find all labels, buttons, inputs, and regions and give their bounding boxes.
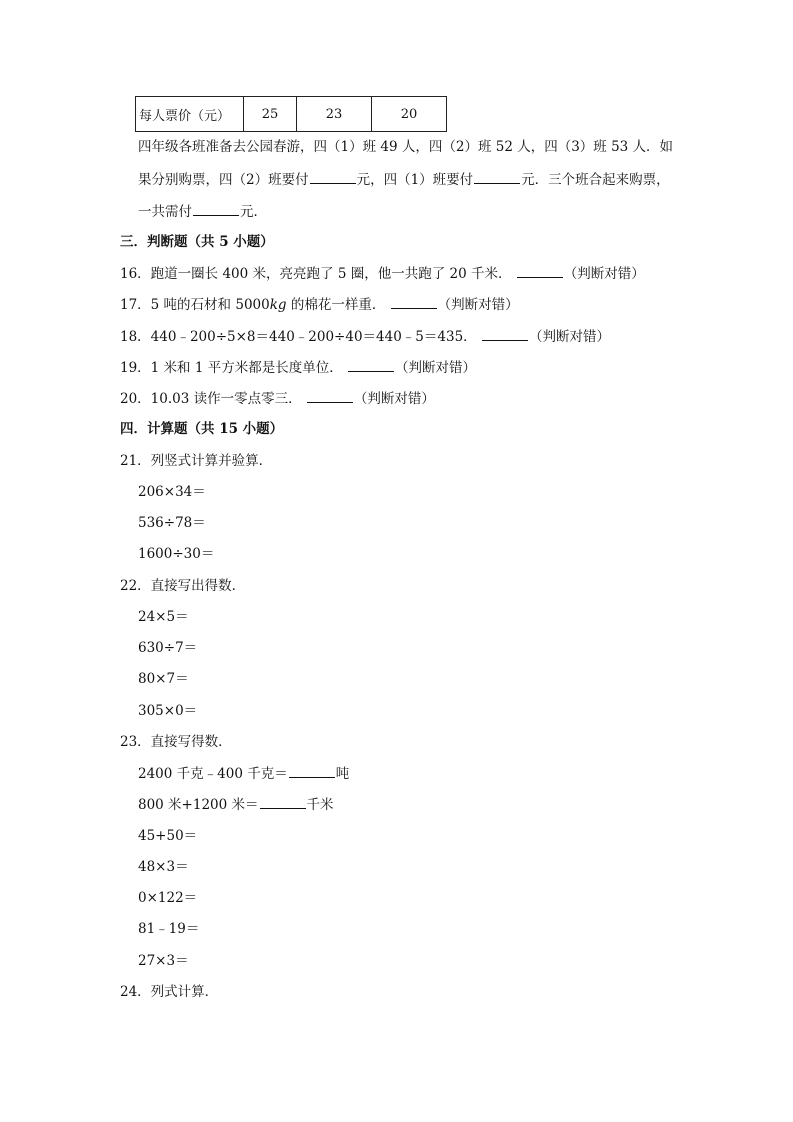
q23-fill-1-b: 吨 xyxy=(335,766,350,782)
q17-tail: （判断对错） xyxy=(437,297,519,313)
answer-blank[interactable] xyxy=(517,264,563,278)
q17-unit: kg xyxy=(269,297,287,313)
answer-blank[interactable] xyxy=(307,389,353,403)
q17-text-b: 的棉花一样重． xyxy=(286,297,386,313)
q18 xyxy=(120,327,610,346)
q23-item-2: 48×3＝ xyxy=(138,859,189,875)
answer-blank[interactable] xyxy=(391,295,437,309)
q16-tail: （判断对错） xyxy=(563,266,645,282)
answer-blank[interactable] xyxy=(474,170,520,184)
q17-text-a: 17．5 吨的石材和 5000 xyxy=(120,297,270,313)
q24-title: 24．列式计算． xyxy=(120,984,219,1000)
q21-title: 21．列竖式计算并验算． xyxy=(120,453,273,469)
answer-blank[interactable] xyxy=(260,795,306,809)
q23-fill-1 xyxy=(138,764,349,783)
q22-item-3: 80×7＝ xyxy=(138,671,189,687)
q20-text: 20．10.03 读作一零点零三． xyxy=(120,391,302,407)
q22-item-4: 305×0＝ xyxy=(138,703,198,719)
q21-item-2: 536÷78＝ xyxy=(138,515,206,531)
q19-tail: （判断对错） xyxy=(395,360,477,376)
q18-tail: （判断对错） xyxy=(528,329,610,345)
q22-item-2: 630÷7＝ xyxy=(138,640,198,656)
q19-text: 19．1 米和 1 平方米都是长度单位． xyxy=(120,360,343,376)
q21-item-3: 1600÷30＝ xyxy=(138,546,215,562)
q23-item-4: 81﹣19＝ xyxy=(138,921,200,937)
q16 xyxy=(120,264,645,283)
q22-title: 22．直接写出得数． xyxy=(120,578,246,594)
q23-fill-2-b: 千米 xyxy=(306,797,334,813)
answer-blank[interactable] xyxy=(193,202,239,216)
q23-item-5: 27×3＝ xyxy=(138,953,189,969)
price-cell-1: 25 xyxy=(244,97,297,132)
q23-fill-1-a: 2400 千克﹣400 千克＝ xyxy=(138,766,288,782)
q19 xyxy=(120,358,476,377)
section-4-heading: 四．计算题（共 15 小题） xyxy=(120,421,284,437)
q15-line2 xyxy=(138,170,670,189)
q20-tail: （判断对错） xyxy=(353,391,435,407)
section-3-heading: 三．判断题（共 5 小题） xyxy=(120,234,274,250)
answer-blank[interactable] xyxy=(289,764,335,778)
q20 xyxy=(120,389,435,408)
q23-item-3: 0×122＝ xyxy=(138,890,198,906)
price-cell-2: 23 xyxy=(297,97,372,132)
q23-fill-2 xyxy=(138,795,334,814)
q16-text: 16．跑道一圈长 400 米，亮亮跑了 5 圈，他一共跑了 20 千米． xyxy=(120,266,512,282)
q21-item-1: 206×34＝ xyxy=(138,484,206,500)
answer-blank[interactable] xyxy=(310,170,356,184)
q15-line3-a: 一共需付 xyxy=(138,204,192,220)
price-cell-3: 20 xyxy=(372,97,447,132)
q23-fill-2-a: 800 米+1200 米＝ xyxy=(138,797,259,813)
q18-text: 18．440﹣200÷5×8＝440﹣200÷40＝440﹣5＝435． xyxy=(120,329,477,345)
q15-line1: 四年级各班准备去公园春游，四（1）班 49 人，四（2）班 52 人，四（3）班 53 人．如 xyxy=(138,139,674,155)
q15-line3 xyxy=(138,202,267,221)
q15-line3-b: 元． xyxy=(240,204,267,220)
q22-item-1: 24×5＝ xyxy=(138,609,189,625)
q23-title: 23．直接写得数． xyxy=(120,734,232,750)
table-row xyxy=(136,97,447,132)
answer-blank[interactable] xyxy=(348,358,394,372)
q15-line2-b: 元，四（1）班要付 xyxy=(356,172,474,188)
ticket-price-table xyxy=(135,96,447,132)
q15-line2-a: 果分别购票，四（2）班要付 xyxy=(138,172,309,188)
q17 xyxy=(120,295,519,314)
price-header-cell: 每人票价（元） xyxy=(136,97,244,132)
answer-blank[interactable] xyxy=(482,327,528,341)
q23-item-1: 45+50＝ xyxy=(138,828,198,844)
q15-line2-c: 元．三个班合起来购票， xyxy=(521,172,670,188)
